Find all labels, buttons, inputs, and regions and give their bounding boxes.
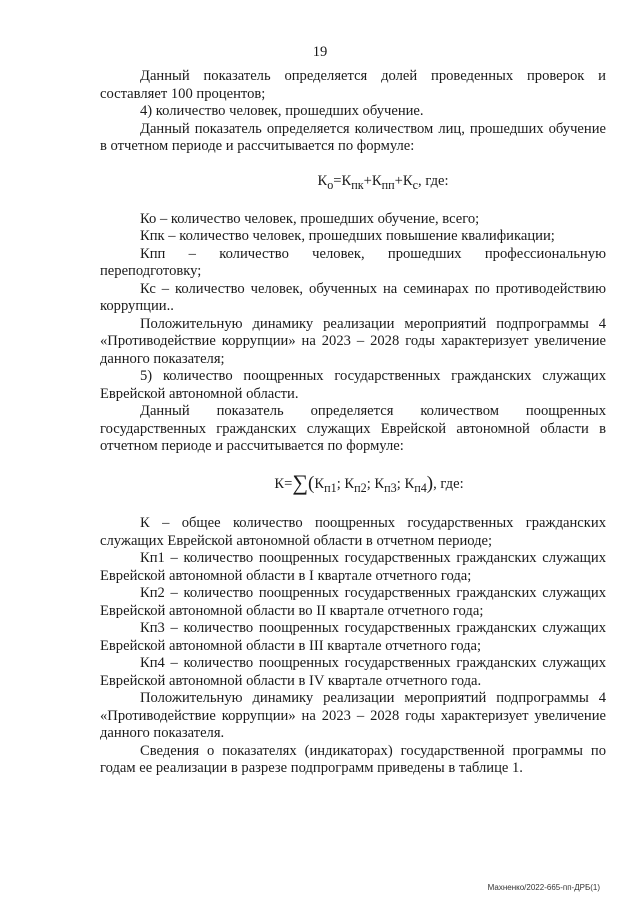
- paragraph: Данный показатель определяется количеством лиц, прошедших обучение в отчетном периоде и рассчитывается по формуле:: [100, 120, 606, 154]
- definition: Кп4 – количество поощренных государственных гражданских служащих Еврейской автономной области в IV квартале отчетного года.: [100, 655, 606, 689]
- definition: Кс – количество человек, обученных на семинарах по противодействию коррупции..: [100, 280, 606, 315]
- definition: Кп3 – количество поощренных государственных гражданских служащих Еврейской автономной области в III квартале отчетного года;: [100, 620, 606, 654]
- paragraph: Положительную динамику реализации мероприятий подпрограммы 4 «Противодействие коррупции» на 2023 – 2028 годы характеризует увеличение данного показателя;: [100, 315, 606, 367]
- definition: Ко – количество человек, прошедших обучение, всего;: [140, 210, 480, 227]
- sigma-symbol: ∑: [292, 469, 309, 495]
- paragraph: Сведения о показателях (индикаторах) государственной программы по годам ее реализации в разрезе подпрограмм приведены в таблице 1.: [100, 742, 606, 777]
- formula-rewarded-employees: $К=\sum(К_{п1}$; $К_{п2}$; $К_{п3}$; $К_{п4}$), где:: [274, 469, 464, 495]
- formula-trained-people: $К_о=К_{пк}+К_{пп}+К_с$, где:: [317, 172, 449, 192]
- definition: К – общее количество поощренных государственных гражданских служащих Еврейской автономной области в отчетном периоде;: [100, 515, 606, 549]
- paragraph: Данный показатель определяется количеством поощренных государственных гражданских служащих Еврейской автономной области в отчетном периоде и рассчитывается по формуле:: [100, 403, 606, 455]
- paragraph: Данный показатель определяется долей проведенных проверок и составляет 100 процентов;: [100, 68, 606, 102]
- document-footer-code: Махненко/2022-665-пп-ДРБ(1): [487, 883, 600, 892]
- paragraph: Положительную динамику реализации мероприятий подпрограммы 4 «Противодействие коррупции» на 2023 – 2028 годы характеризует увеличение данного показателя.: [100, 690, 606, 742]
- paragraph: 4) количество человек, прошедших обучение.: [140, 103, 424, 119]
- definition: Кп1 – количество поощренных государственных гражданских служащих Еврейской автономной области в I квартале отчетного года;: [100, 550, 606, 584]
- definition: Кпк – количество человек, прошедших повышение квалификации;: [140, 228, 555, 245]
- document-body: [100, 68, 606, 778]
- paragraph: 5) количество поощренных государственных гражданских служащих Еврейской автономной области.: [100, 368, 606, 402]
- definition: Кпп – количество человек, прошедших профессиональную переподготовку;: [100, 245, 606, 280]
- page-number: 19: [312, 44, 328, 60]
- definition: Кп2 – количество поощренных государственных гражданских служащих Еврейской автономной области во II квартале отчетного года;: [100, 585, 606, 619]
